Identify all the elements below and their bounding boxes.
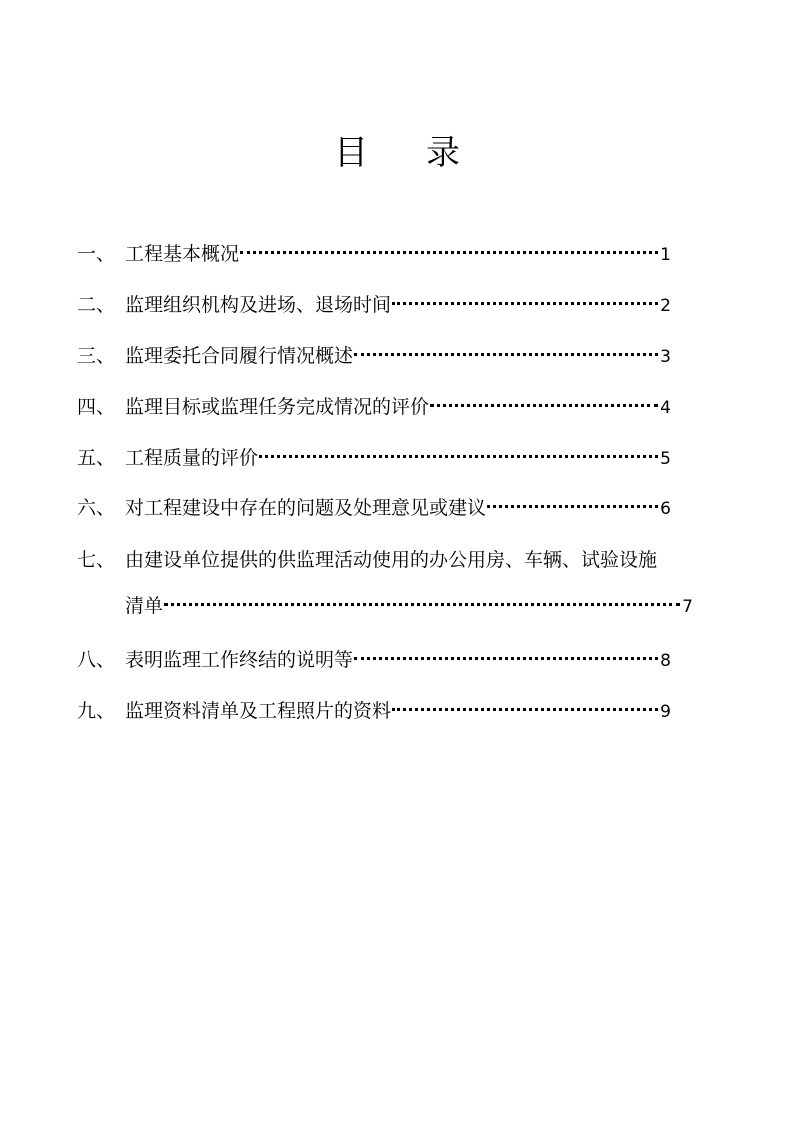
toc-entry-page: 4 (660, 398, 671, 418)
toc-entry-2[interactable] (77, 290, 671, 320)
toc-entry-title: 工程基本概况 (125, 243, 240, 265)
dot-leader (392, 708, 658, 711)
dot-leader (430, 404, 658, 407)
toc-entry-page: 3 (660, 347, 671, 367)
toc-entry-6[interactable] (77, 493, 671, 523)
toc-entry-3[interactable] (77, 341, 671, 371)
toc-entry-number: 六、 (77, 497, 116, 519)
dot-leader (392, 302, 658, 305)
toc-entry-number: 一、 (77, 243, 116, 265)
toc-entry-1[interactable] (77, 239, 671, 269)
toc-entry-page: 2 (660, 296, 671, 316)
toc-entry-page: 8 (660, 651, 671, 671)
dot-leader (164, 603, 680, 606)
toc-entry-title: 工程质量的评价 (125, 447, 259, 469)
toc-entry-page: 9 (660, 702, 671, 722)
dot-leader (354, 353, 658, 356)
toc-entry-number: 二、 (77, 294, 116, 316)
toc-entry-title: 对工程建设中存在的问题及处理意见或建议 (125, 497, 487, 519)
toc-entry-9[interactable] (77, 696, 671, 726)
toc-entry-title: 监理组织机构及进场、退场时间 (125, 294, 392, 316)
toc-entry-page: 6 (660, 499, 671, 519)
toc-entry-number: 四、 (77, 396, 116, 418)
toc-entry-title-line1: 由建设单位提供的供监理活动使用的办公用房、车辆、试验设施 (125, 549, 658, 571)
dot-leader (354, 657, 658, 660)
toc-entry-number: 九、 (77, 700, 116, 722)
toc-entry-title-line2: 清单 (125, 595, 164, 617)
toc-entry-5[interactable] (77, 443, 671, 473)
toc-entry-8[interactable] (77, 645, 671, 675)
dot-leader (487, 505, 658, 508)
toc-entry-page: 7 (682, 597, 693, 617)
toc-entry-title: 监理目标或监理任务完成情况的评价 (125, 396, 430, 418)
toc-entry-number: 五、 (77, 447, 116, 469)
toc-entry-number: 八、 (77, 649, 116, 671)
dot-leader (240, 251, 658, 254)
page-title: 目录 (334, 133, 518, 173)
toc-entry-4[interactable] (77, 392, 671, 422)
toc-entry-title: 监理委托合同履行情况概述 (125, 345, 354, 367)
dot-leader (259, 455, 658, 458)
toc-entry-title: 监理资料清单及工程照片的资料 (125, 700, 392, 722)
toc-entry-number: 七、 (77, 549, 116, 571)
toc-entry-title: 表明监理工作终结的说明等 (125, 649, 354, 671)
toc-entry-number: 三、 (77, 345, 116, 367)
toc-entry-7[interactable] (77, 545, 717, 625)
toc-entry-page: 1 (660, 245, 671, 265)
toc-entry-page: 5 (660, 449, 671, 469)
